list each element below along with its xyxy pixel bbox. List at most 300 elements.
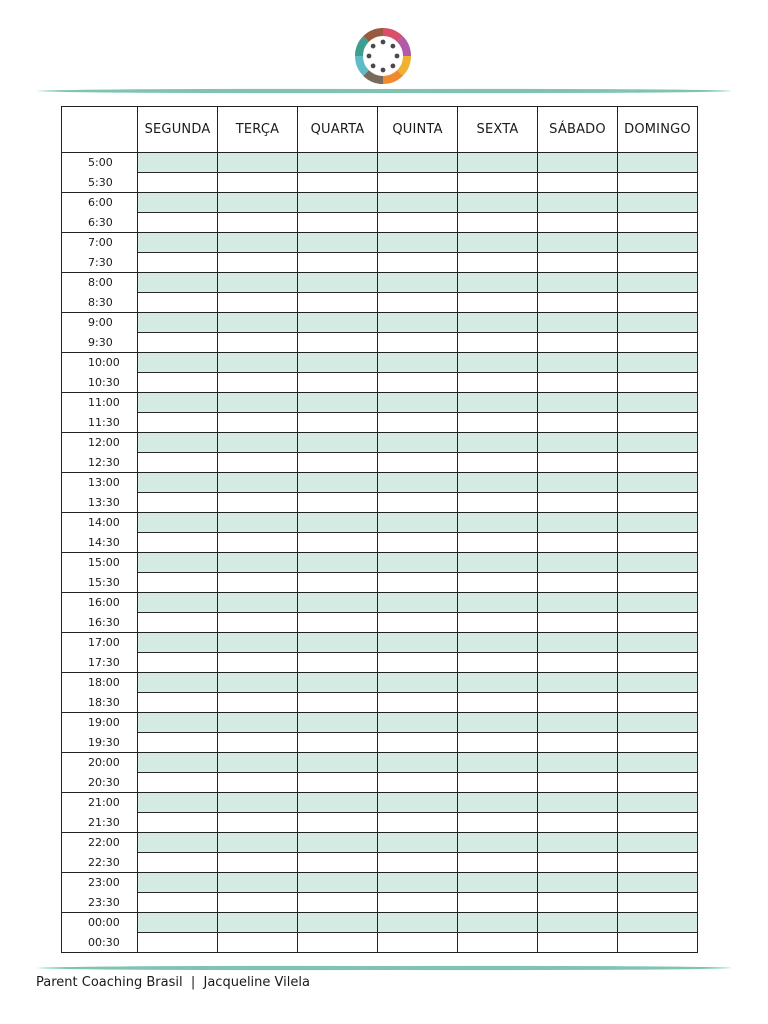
schedule-cell[interactable]	[378, 293, 458, 313]
schedule-cell[interactable]	[138, 533, 218, 553]
schedule-cell[interactable]	[138, 793, 218, 813]
schedule-cell[interactable]	[618, 313, 698, 333]
time-slot-row	[62, 693, 698, 713]
schedule-cell[interactable]	[618, 693, 698, 713]
schedule-cell[interactable]	[458, 533, 538, 553]
schedule-cell[interactable]	[138, 733, 218, 753]
schedule-cell[interactable]	[218, 373, 298, 393]
schedule-cell[interactable]	[458, 653, 538, 673]
schedule-cell[interactable]	[378, 153, 458, 173]
schedule-cell[interactable]	[458, 773, 538, 793]
schedule-cell[interactable]	[218, 413, 298, 433]
schedule-cell[interactable]	[138, 633, 218, 653]
schedule-cell[interactable]	[378, 473, 458, 493]
schedule-cell[interactable]	[538, 213, 618, 233]
schedule-cell[interactable]	[218, 873, 298, 893]
schedule-cell[interactable]	[138, 693, 218, 713]
schedule-cell[interactable]	[218, 493, 298, 513]
schedule-cell[interactable]	[538, 393, 618, 413]
schedule-cell[interactable]	[298, 353, 378, 373]
schedule-cell[interactable]	[618, 513, 698, 533]
schedule-cell[interactable]	[138, 653, 218, 673]
schedule-cell[interactable]	[138, 173, 218, 193]
schedule-cell[interactable]	[378, 253, 458, 273]
schedule-cell[interactable]	[618, 593, 698, 613]
schedule-cell[interactable]	[538, 693, 618, 713]
time-label: 10:30	[62, 373, 138, 393]
schedule-cell[interactable]	[618, 893, 698, 913]
schedule-cell[interactable]	[218, 393, 298, 413]
schedule-cell[interactable]	[458, 153, 538, 173]
schedule-cell[interactable]	[458, 833, 538, 853]
schedule-cell[interactable]	[458, 213, 538, 233]
schedule-cell[interactable]	[138, 833, 218, 853]
schedule-cell[interactable]	[618, 173, 698, 193]
schedule-cell[interactable]	[298, 253, 378, 273]
time-slot-row	[62, 493, 698, 513]
schedule-cell[interactable]	[298, 513, 378, 533]
schedule-cell[interactable]	[138, 153, 218, 173]
schedule-cell[interactable]	[458, 373, 538, 393]
schedule-cell[interactable]	[618, 353, 698, 373]
schedule-cell[interactable]	[218, 713, 298, 733]
schedule-cell[interactable]	[378, 433, 458, 453]
schedule-cell[interactable]	[458, 473, 538, 493]
schedule-cell[interactable]	[378, 313, 458, 333]
schedule-cell[interactable]	[298, 473, 378, 493]
schedule-cell[interactable]	[458, 273, 538, 293]
schedule-cell[interactable]	[378, 553, 458, 573]
schedule-cell[interactable]	[378, 353, 458, 373]
schedule-cell[interactable]	[618, 213, 698, 233]
schedule-cell[interactable]	[618, 933, 698, 953]
schedule-cell[interactable]	[378, 753, 458, 773]
schedule-cell[interactable]	[538, 313, 618, 333]
schedule-cell[interactable]	[298, 193, 378, 213]
schedule-cell[interactable]	[218, 333, 298, 353]
schedule-cell[interactable]	[298, 173, 378, 193]
schedule-cell[interactable]	[458, 573, 538, 593]
schedule-cell[interactable]	[458, 193, 538, 213]
schedule-cell[interactable]	[458, 613, 538, 633]
schedule-cell[interactable]	[138, 253, 218, 273]
schedule-cell[interactable]	[138, 373, 218, 393]
schedule-cell[interactable]	[138, 213, 218, 233]
schedule-cell[interactable]	[138, 753, 218, 773]
schedule-cell[interactable]	[298, 733, 378, 753]
schedule-cell[interactable]	[138, 493, 218, 513]
schedule-cell[interactable]	[538, 553, 618, 573]
schedule-cell[interactable]	[298, 693, 378, 713]
schedule-cell[interactable]	[538, 713, 618, 733]
schedule-cell[interactable]	[538, 793, 618, 813]
schedule-cell[interactable]	[458, 813, 538, 833]
schedule-cell[interactable]	[218, 913, 298, 933]
schedule-cell[interactable]	[378, 613, 458, 633]
time-slot-row	[62, 153, 698, 173]
schedule-cell[interactable]	[378, 773, 458, 793]
schedule-cell[interactable]	[538, 753, 618, 773]
schedule-cell[interactable]	[458, 433, 538, 453]
schedule-cell[interactable]	[378, 793, 458, 813]
schedule-cell[interactable]	[218, 293, 298, 313]
schedule-cell[interactable]	[458, 693, 538, 713]
schedule-cell[interactable]	[218, 893, 298, 913]
schedule-cell[interactable]	[218, 513, 298, 533]
schedule-cell[interactable]	[458, 173, 538, 193]
schedule-cell[interactable]	[378, 173, 458, 193]
schedule-cell[interactable]	[378, 813, 458, 833]
schedule-cell[interactable]	[458, 733, 538, 753]
schedule-cell[interactable]	[138, 393, 218, 413]
schedule-cell[interactable]	[218, 613, 298, 633]
schedule-cell[interactable]	[378, 233, 458, 253]
schedule-cell[interactable]	[458, 313, 538, 333]
schedule-cell[interactable]	[298, 213, 378, 233]
schedule-cell[interactable]	[458, 333, 538, 353]
time-slot-row	[62, 533, 698, 553]
schedule-cell[interactable]	[298, 753, 378, 773]
schedule-cell[interactable]	[618, 793, 698, 813]
schedule-cell[interactable]	[298, 653, 378, 673]
schedule-cell[interactable]	[138, 573, 218, 593]
schedule-cell[interactable]	[218, 653, 298, 673]
schedule-cell[interactable]	[538, 413, 618, 433]
schedule-cell[interactable]	[458, 593, 538, 613]
schedule-cell[interactable]	[138, 353, 218, 373]
schedule-cell[interactable]	[618, 653, 698, 673]
schedule-cell[interactable]	[378, 453, 458, 473]
schedule-cell[interactable]	[138, 773, 218, 793]
schedule-cell[interactable]	[538, 473, 618, 493]
schedule-cell[interactable]	[538, 293, 618, 313]
schedule-cell[interactable]	[138, 293, 218, 313]
schedule-cell[interactable]	[138, 273, 218, 293]
schedule-cell[interactable]	[218, 833, 298, 853]
time-label: 23:00	[62, 873, 138, 893]
schedule-cell[interactable]	[538, 233, 618, 253]
schedule-cell[interactable]	[218, 153, 298, 173]
time-label: 6:30	[62, 213, 138, 233]
schedule-cell[interactable]	[218, 213, 298, 233]
schedule-cell[interactable]	[298, 873, 378, 893]
schedule-cell[interactable]	[218, 933, 298, 953]
time-label: 8:30	[62, 293, 138, 313]
schedule-cell[interactable]	[538, 533, 618, 553]
schedule-cell[interactable]	[378, 393, 458, 413]
schedule-cell[interactable]	[538, 633, 618, 653]
time-slot-row	[62, 833, 698, 853]
schedule-cell[interactable]	[138, 713, 218, 733]
schedule-cell[interactable]	[378, 653, 458, 673]
schedule-cell[interactable]	[618, 733, 698, 753]
schedule-cell[interactable]	[218, 673, 298, 693]
schedule-cell[interactable]	[618, 473, 698, 493]
schedule-cell[interactable]	[618, 853, 698, 873]
schedule-cell[interactable]	[218, 433, 298, 453]
schedule-cell[interactable]	[458, 633, 538, 653]
schedule-cell[interactable]	[458, 753, 538, 773]
schedule-cell[interactable]	[618, 773, 698, 793]
schedule-cell[interactable]	[458, 453, 538, 473]
schedule-cell[interactable]	[298, 233, 378, 253]
schedule-cell[interactable]	[298, 633, 378, 653]
schedule-cell[interactable]	[298, 493, 378, 513]
schedule-cell[interactable]	[218, 813, 298, 833]
schedule-cell[interactable]	[378, 493, 458, 513]
schedule-cell[interactable]	[298, 153, 378, 173]
schedule-cell[interactable]	[218, 253, 298, 273]
schedule-cell[interactable]	[138, 413, 218, 433]
schedule-cell[interactable]	[298, 793, 378, 813]
schedule-cell[interactable]	[298, 293, 378, 313]
schedule-cell[interactable]	[298, 813, 378, 833]
schedule-cell[interactable]	[618, 533, 698, 553]
schedule-cell[interactable]	[458, 893, 538, 913]
schedule-cell[interactable]	[138, 913, 218, 933]
schedule-cell[interactable]	[298, 373, 378, 393]
schedule-cell[interactable]	[618, 913, 698, 933]
schedule-cell[interactable]	[298, 433, 378, 453]
schedule-cell[interactable]	[138, 553, 218, 573]
schedule-cell[interactable]	[218, 693, 298, 713]
circle-of-people-icon	[355, 28, 411, 84]
time-slot-row	[62, 633, 698, 653]
schedule-cell[interactable]	[378, 673, 458, 693]
schedule-cell[interactable]	[618, 293, 698, 313]
schedule-cell[interactable]	[378, 273, 458, 293]
schedule-cell[interactable]	[378, 633, 458, 653]
schedule-cell[interactable]	[298, 853, 378, 873]
schedule-cell[interactable]	[298, 833, 378, 853]
schedule-cell[interactable]	[298, 613, 378, 633]
schedule-cell[interactable]	[378, 693, 458, 713]
schedule-cell[interactable]	[538, 153, 618, 173]
schedule-cell[interactable]	[618, 573, 698, 593]
schedule-cell[interactable]	[218, 353, 298, 373]
schedule-cell[interactable]	[618, 153, 698, 173]
schedule-cell[interactable]	[538, 373, 618, 393]
schedule-cell[interactable]	[138, 853, 218, 873]
schedule-cell[interactable]	[138, 313, 218, 333]
schedule-cell[interactable]	[298, 333, 378, 353]
time-label: 18:30	[62, 693, 138, 713]
schedule-cell[interactable]	[138, 893, 218, 913]
schedule-cell[interactable]	[298, 713, 378, 733]
schedule-cell[interactable]	[378, 893, 458, 913]
schedule-cell[interactable]	[618, 253, 698, 273]
schedule-cell[interactable]	[298, 413, 378, 433]
schedule-cell[interactable]	[618, 493, 698, 513]
schedule-cell[interactable]	[138, 433, 218, 453]
schedule-cell[interactable]	[378, 733, 458, 753]
schedule-cell[interactable]	[538, 453, 618, 473]
schedule-cell[interactable]	[538, 273, 618, 293]
schedule-cell[interactable]	[298, 893, 378, 913]
schedule-cell[interactable]	[618, 753, 698, 773]
schedule-cell[interactable]	[218, 173, 298, 193]
schedule-cell[interactable]	[538, 493, 618, 513]
schedule-cell[interactable]	[458, 513, 538, 533]
schedule-cell[interactable]	[458, 493, 538, 513]
schedule-cell[interactable]	[618, 553, 698, 573]
schedule-cell[interactable]	[218, 473, 298, 493]
schedule-cell[interactable]	[538, 433, 618, 453]
time-slot-row	[62, 853, 698, 873]
time-label: 12:30	[62, 453, 138, 473]
schedule-cell[interactable]	[138, 473, 218, 493]
schedule-cell[interactable]	[218, 273, 298, 293]
schedule-cell[interactable]	[138, 513, 218, 533]
schedule-cell[interactable]	[538, 353, 618, 373]
schedule-cell[interactable]	[138, 193, 218, 213]
schedule-cell[interactable]	[538, 833, 618, 853]
schedule-cell[interactable]	[298, 673, 378, 693]
schedule-cell[interactable]	[138, 593, 218, 613]
schedule-cell[interactable]	[538, 513, 618, 533]
schedule-cell[interactable]	[378, 833, 458, 853]
schedule-cell[interactable]	[458, 293, 538, 313]
schedule-cell[interactable]	[218, 753, 298, 773]
schedule-cell[interactable]	[218, 193, 298, 213]
schedule-cell[interactable]	[378, 413, 458, 433]
schedule-cell[interactable]	[618, 413, 698, 433]
schedule-cell[interactable]	[298, 533, 378, 553]
schedule-cell[interactable]	[138, 233, 218, 253]
schedule-cell[interactable]	[618, 273, 698, 293]
schedule-cell[interactable]	[538, 253, 618, 273]
schedule-cell[interactable]	[538, 173, 618, 193]
schedule-cell[interactable]	[218, 573, 298, 593]
schedule-cell[interactable]	[538, 573, 618, 593]
schedule-cell[interactable]	[298, 573, 378, 593]
schedule-cell[interactable]	[458, 793, 538, 813]
schedule-cell[interactable]	[378, 913, 458, 933]
schedule-cell[interactable]	[458, 553, 538, 573]
schedule-cell[interactable]	[378, 853, 458, 873]
schedule-cell[interactable]	[618, 873, 698, 893]
schedule-cell[interactable]	[538, 193, 618, 213]
schedule-cell[interactable]	[378, 873, 458, 893]
schedule-cell[interactable]	[138, 453, 218, 473]
schedule-cell[interactable]	[538, 933, 618, 953]
schedule-cell[interactable]	[618, 813, 698, 833]
schedule-cell[interactable]	[618, 333, 698, 353]
schedule-cell[interactable]	[218, 453, 298, 473]
schedule-cell[interactable]	[618, 633, 698, 653]
schedule-cell[interactable]	[218, 533, 298, 553]
schedule-cell[interactable]	[378, 713, 458, 733]
schedule-cell[interactable]	[538, 333, 618, 353]
time-label: 19:00	[62, 713, 138, 733]
schedule-cell[interactable]	[298, 553, 378, 573]
schedule-cell[interactable]	[378, 593, 458, 613]
schedule-cell[interactable]	[458, 713, 538, 733]
schedule-cell[interactable]	[138, 813, 218, 833]
schedule-cell[interactable]	[298, 453, 378, 473]
schedule-cell[interactable]	[538, 873, 618, 893]
schedule-cell[interactable]	[458, 253, 538, 273]
schedule-cell[interactable]	[218, 593, 298, 613]
schedule-cell[interactable]	[538, 913, 618, 933]
schedule-cell[interactable]	[458, 393, 538, 413]
schedule-cell[interactable]	[458, 933, 538, 953]
schedule-cell[interactable]	[378, 933, 458, 953]
schedule-cell[interactable]	[458, 673, 538, 693]
schedule-cell[interactable]	[378, 213, 458, 233]
schedule-cell[interactable]	[218, 773, 298, 793]
schedule-cell[interactable]	[218, 553, 298, 573]
schedule-cell[interactable]	[218, 633, 298, 653]
schedule-cell[interactable]	[538, 893, 618, 913]
schedule-cell[interactable]	[138, 613, 218, 633]
time-label: 20:30	[62, 773, 138, 793]
schedule-cell[interactable]	[218, 233, 298, 253]
schedule-cell[interactable]	[298, 393, 378, 413]
schedule-cell[interactable]	[538, 853, 618, 873]
schedule-cell[interactable]	[618, 713, 698, 733]
schedule-cell[interactable]	[378, 513, 458, 533]
schedule-cell[interactable]	[618, 193, 698, 213]
schedule-cell[interactable]	[298, 273, 378, 293]
schedule-cell[interactable]	[618, 373, 698, 393]
schedule-cell[interactable]	[618, 613, 698, 633]
schedule-cell[interactable]	[378, 533, 458, 553]
schedule-cell[interactable]	[138, 873, 218, 893]
schedule-cell[interactable]	[618, 673, 698, 693]
schedule-cell[interactable]	[538, 593, 618, 613]
schedule-cell[interactable]	[218, 853, 298, 873]
schedule-cell[interactable]	[378, 373, 458, 393]
schedule-cell[interactable]	[538, 733, 618, 753]
schedule-cell[interactable]	[618, 453, 698, 473]
schedule-cell[interactable]	[298, 913, 378, 933]
time-label: 22:00	[62, 833, 138, 853]
schedule-cell[interactable]	[458, 233, 538, 253]
schedule-cell[interactable]	[378, 193, 458, 213]
schedule-cell[interactable]	[618, 393, 698, 413]
time-slot-row	[62, 793, 698, 813]
schedule-cell[interactable]	[138, 333, 218, 353]
schedule-cell[interactable]	[298, 593, 378, 613]
schedule-cell[interactable]	[538, 813, 618, 833]
time-label: 23:30	[62, 893, 138, 913]
schedule-cell[interactable]	[378, 573, 458, 593]
schedule-cell[interactable]	[458, 873, 538, 893]
schedule-cell[interactable]	[538, 773, 618, 793]
schedule-cell[interactable]	[538, 613, 618, 633]
time-slot-row	[62, 913, 698, 933]
schedule-cell[interactable]	[538, 653, 618, 673]
schedule-cell[interactable]	[218, 733, 298, 753]
schedule-cell[interactable]	[138, 673, 218, 693]
schedule-cell[interactable]	[458, 413, 538, 433]
schedule-cell[interactable]	[298, 933, 378, 953]
schedule-cell[interactable]	[458, 853, 538, 873]
schedule-cell[interactable]	[298, 313, 378, 333]
schedule-cell[interactable]	[138, 933, 218, 953]
schedule-cell[interactable]	[378, 333, 458, 353]
schedule-cell[interactable]	[218, 313, 298, 333]
schedule-cell[interactable]	[458, 913, 538, 933]
schedule-cell[interactable]	[618, 833, 698, 853]
schedule-cell[interactable]	[458, 353, 538, 373]
schedule-cell[interactable]	[538, 673, 618, 693]
schedule-cell[interactable]	[218, 793, 298, 813]
schedule-cell[interactable]	[298, 773, 378, 793]
schedule-cell[interactable]	[618, 433, 698, 453]
schedule-cell[interactable]	[618, 233, 698, 253]
